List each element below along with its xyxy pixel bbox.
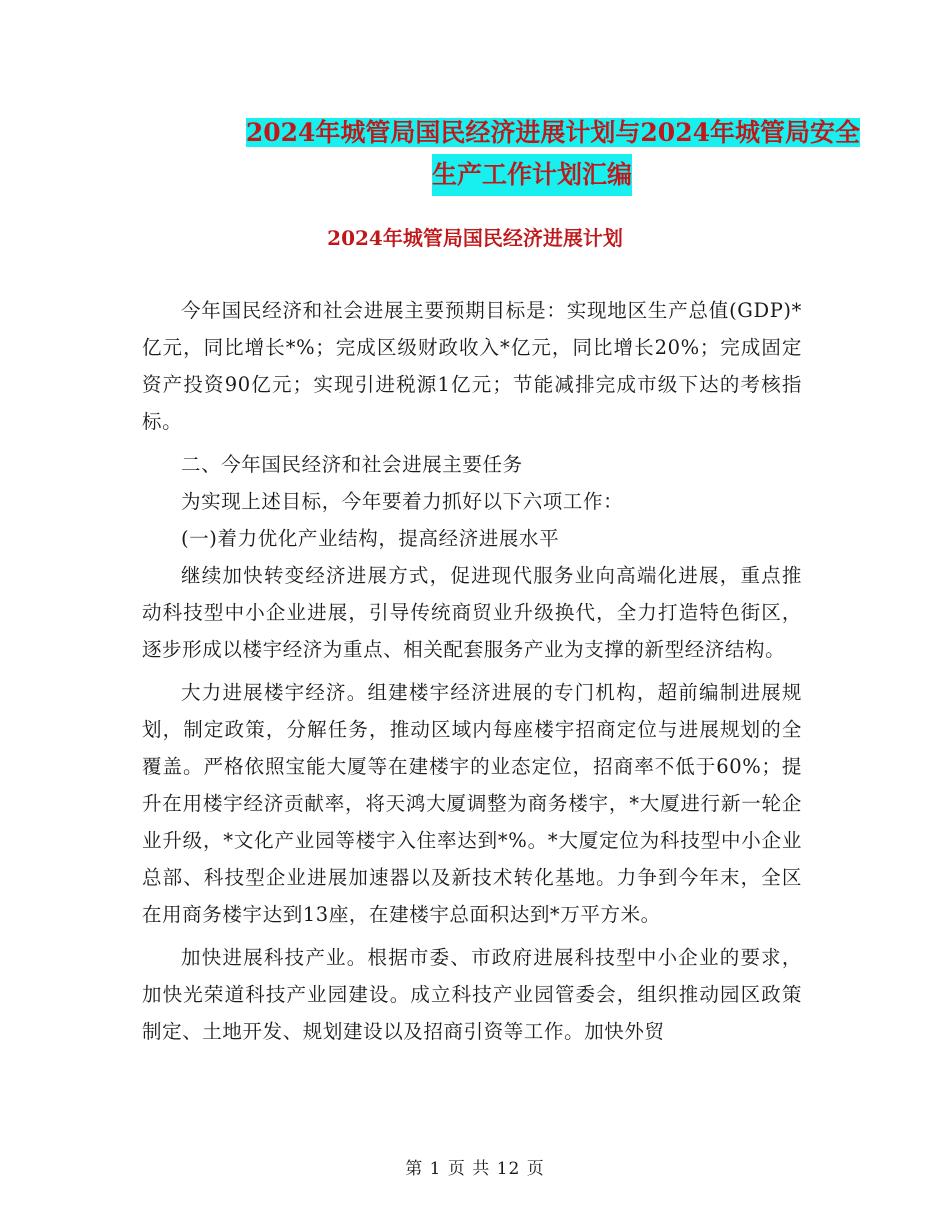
page-footer: 第 1 页 共 12 页 bbox=[405, 1159, 545, 1179]
paragraph-structure: 继续加快转变经济进展方式，促进现代服务业向高端化进展，重点推动科技型中小企业进展，引导传统商贸业升级换代，全力打造特色街区，逐步形成以楼宇经济为重点、相关配套服务产业为支撑的新型经济结构。 bbox=[142, 564, 802, 661]
paragraph-building-economy: 大力进展楼宇经济。组建楼宇经济进展的专门机构，超前编制进展规划，制定政策，分解任务，推动区域内每座楼宇招商定位与进展规划的全覆盖。严格依照宝能大厦等在建楼宇的业态定位，招商率不低于60%；提升在用楼宇经济贡献率，将天鸿大厦调整为商务楼宇，*大厦进行新一轮企业升级，*文化产业园等楼宇入住率达到*%。*大厦定位为科技型中小企业总部、科技型企业进展加速器以及新技术转化基地。力争到今年末，全区在用商务楼宇达到13座，在建楼宇总面积达到*万平方米。 bbox=[142, 681, 802, 926]
paragraph-subheading-1: (一)着力优化产业结构，提高经济进展水平 bbox=[181, 527, 560, 550]
section-title: 2024年城管局国民经济进展计划 bbox=[327, 226, 623, 250]
document-title bbox=[140, 112, 860, 196]
title-line-2: 生产工作计划汇编 bbox=[432, 154, 632, 196]
paragraph-intro: 为实现上述目标，今年要着力抓好以下六项工作： bbox=[181, 490, 624, 513]
title-line-1: 2024年城管局国民经济进展计划与2024年城管局安全 bbox=[245, 118, 860, 147]
document-body bbox=[142, 292, 802, 1050]
paragraph-targets: 今年国民经济和社会进展主要预期目标是：实现地区生产总值(GDP)*亿元，同比增长*%；完成区级财政收入*亿元，同比增长20%；完成固定资产投资90亿元；实现引进税源1亿元；节能减排完成市级下达的考核指标。 bbox=[142, 299, 802, 433]
paragraph-heading-tasks: 二、今年国民经济和社会进展主要任务 bbox=[181, 453, 523, 476]
paragraph-tech-industry: 加快进展科技产业。根据市委、市政府进展科技型中小企业的要求，加快光荣道科技产业园建设。成立科技产业园管委会，组织推动园区政策制定、土地开发、规划建设以及招商引资等工作。加快外贸 bbox=[142, 946, 802, 1043]
